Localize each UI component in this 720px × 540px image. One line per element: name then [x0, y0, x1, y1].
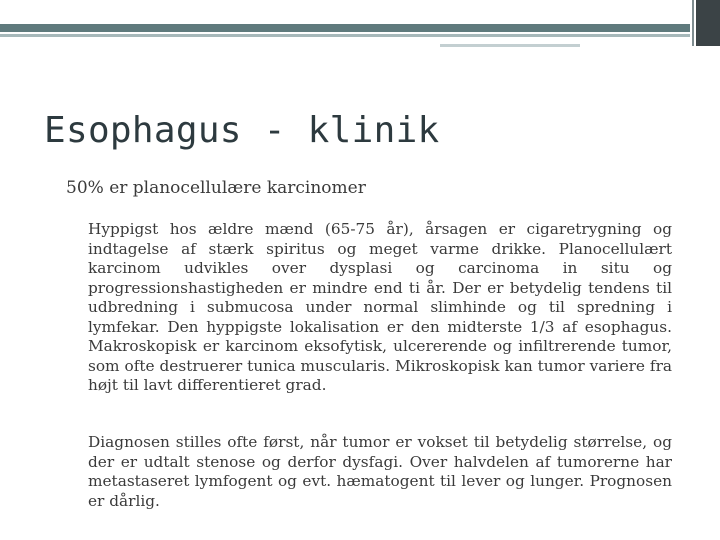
- paragraph-1: Hyppigst hos ældre mænd (65-75 år), årsagen er cigaretrygning og indtagelse af stærk spiritus og meget varme drikke. Planocellulært karcinom udvikles over dysplasi og carcinoma in situ og progressionshastigheden er mindre end ti år. Der er betydelig tendens til udbredning i submucosa under normal slimhinde og til spredning i lymfekar. Den hyppigste lokalisation er den midterste 1/3 af esophagus. Makroskopisk er karcinom eksofytisk, ulcererende og infiltrerende tumor, som ofte destruerer tunica muscularis. Mikroskopisk kan tumor variere fra højt til lavt differentieret grad.: [88, 220, 672, 394]
- header-band: [0, 24, 690, 32]
- header-accent-line: [440, 44, 580, 47]
- lead-bullet: 50% er planocellulære karcinomer: [66, 178, 366, 198]
- paragraph-2: Diagnosen stilles ofte først, når tumor er vokset til betydelig størrelse, og der er udtalt stenose og derfor dysfagi. Over halvdelen af tumorerne har metastaseret lymfogent og evt. hæmatogent til lever og lunger. Prognosen er dårlig.: [88, 433, 672, 510]
- slide-title: Esophagus - klinik: [44, 110, 440, 151]
- corner-block: [696, 0, 720, 46]
- header-line: [0, 34, 690, 37]
- corner-strip: [692, 0, 694, 46]
